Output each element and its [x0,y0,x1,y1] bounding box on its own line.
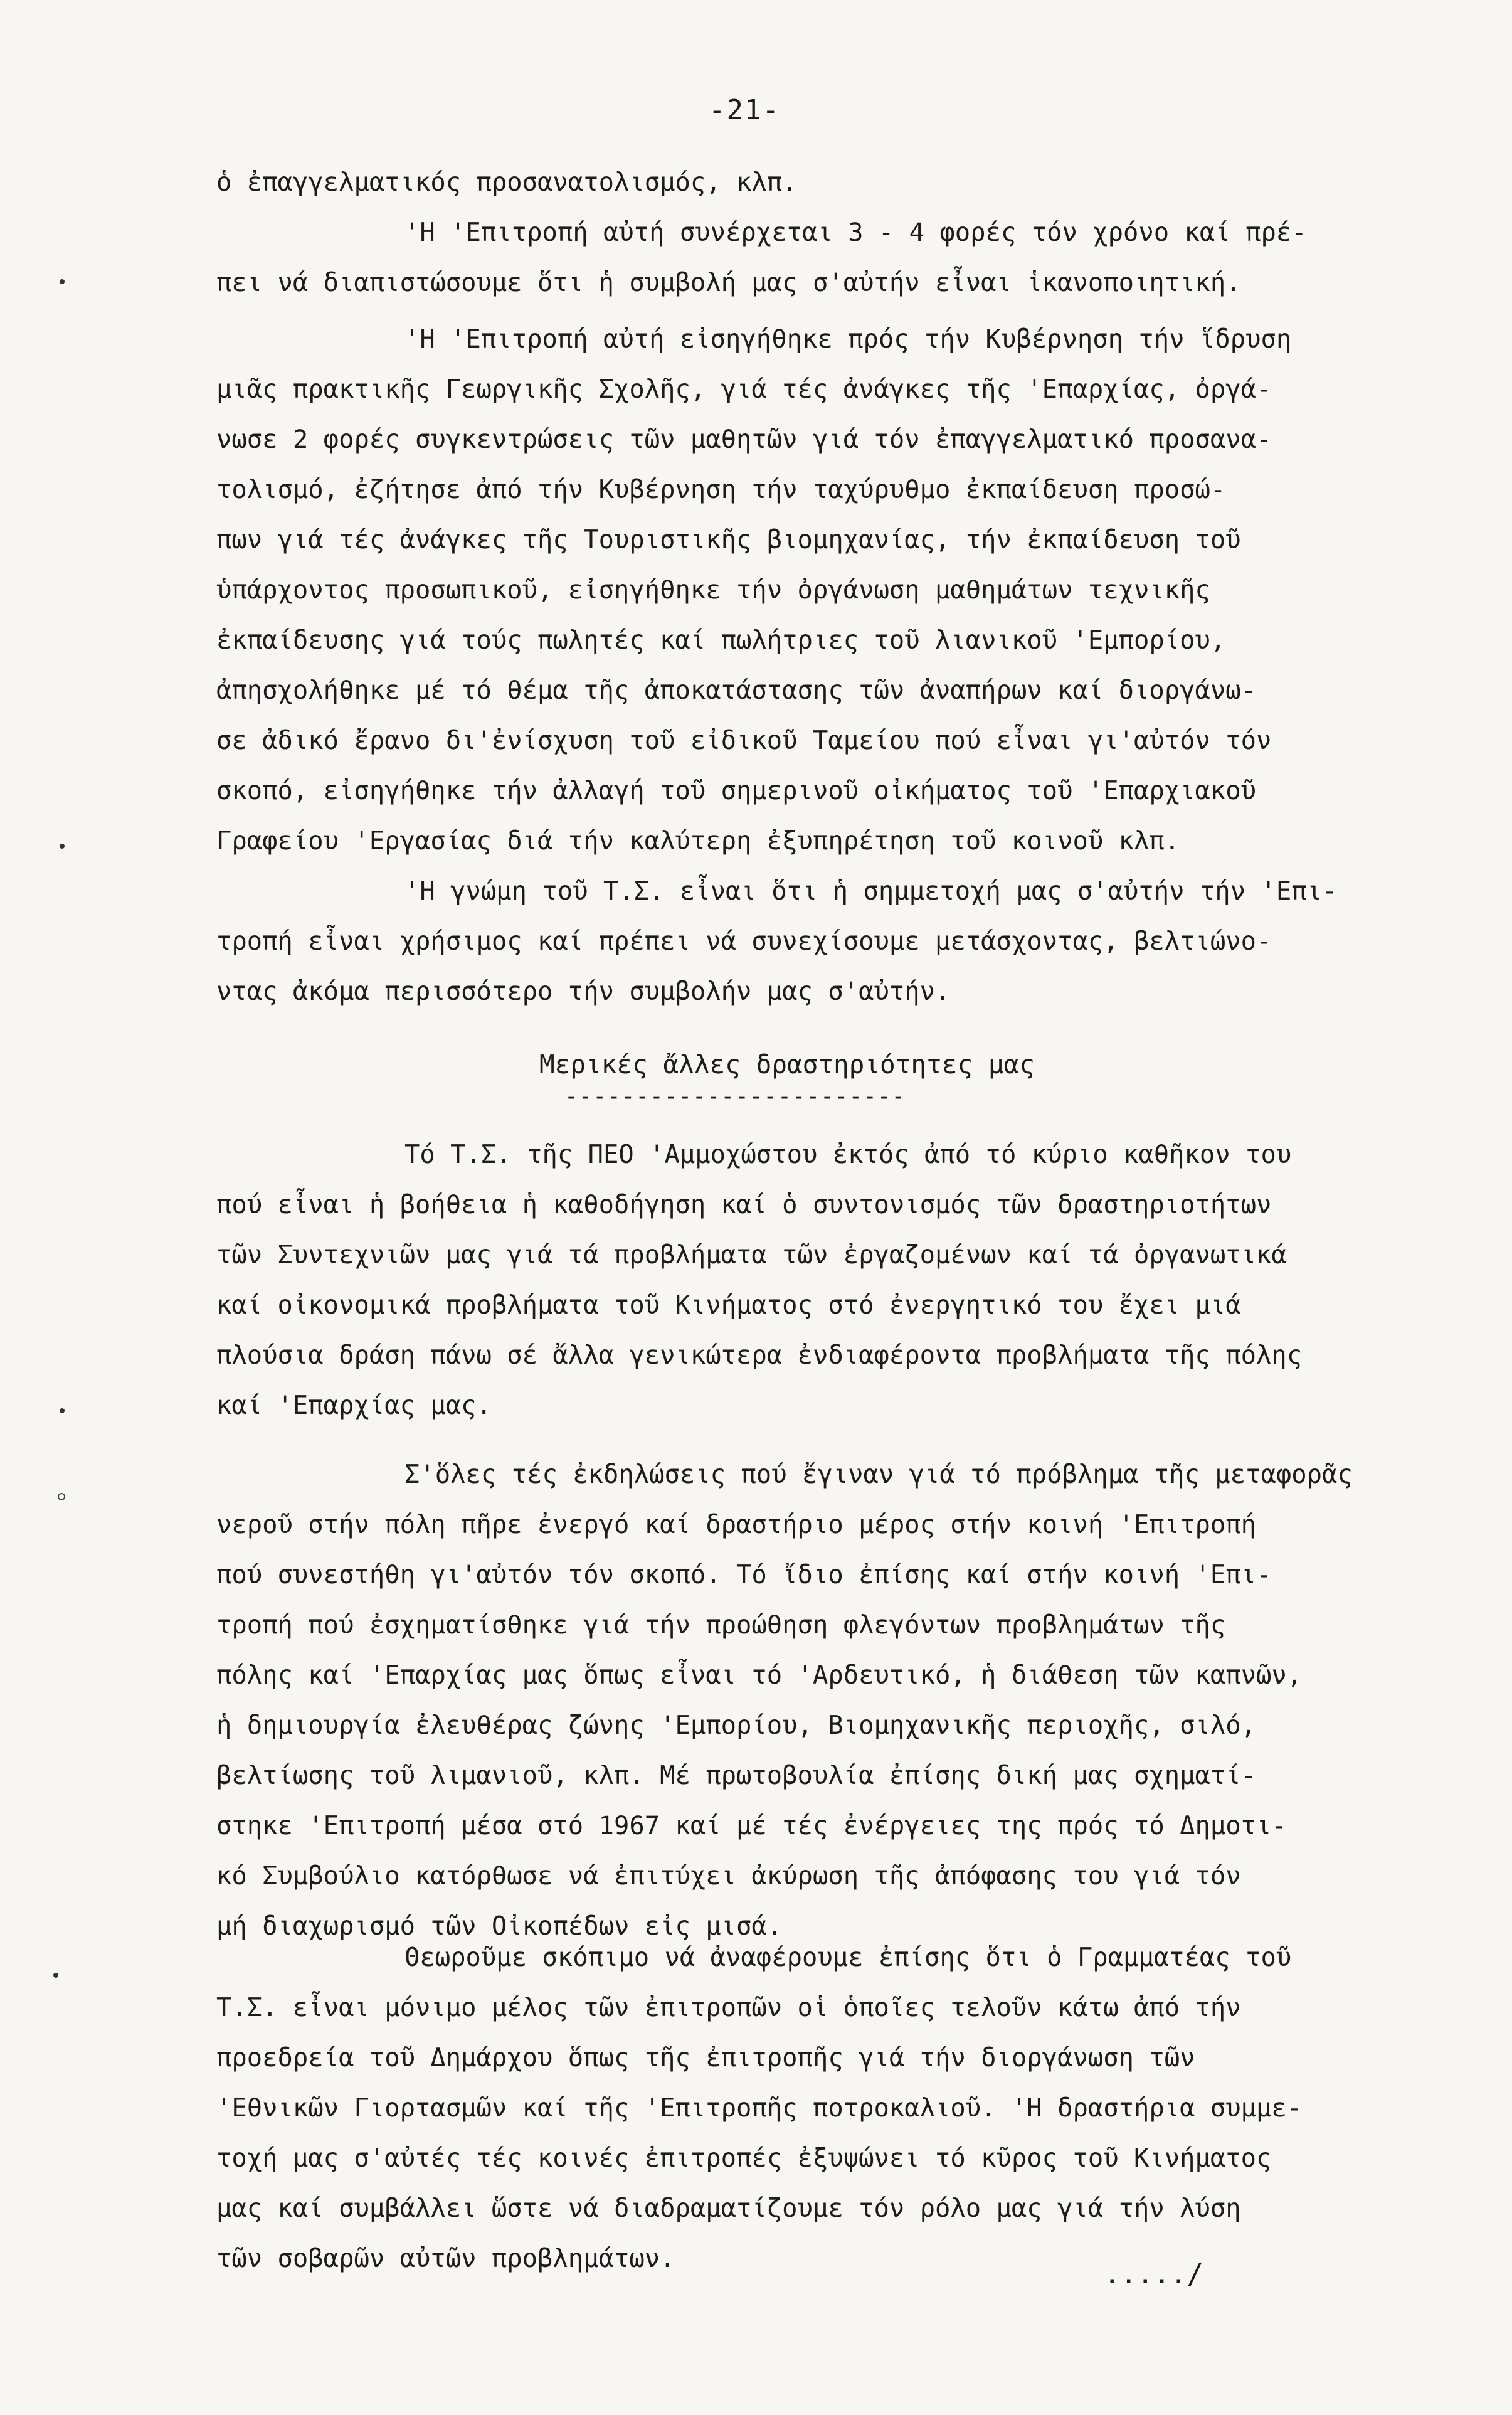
text-line: μας καί συμβάλλει ὥστε νά διαδραματίζουμε τόν ρόλο μας γιά τήν λύση [216,2193,1241,2223]
text-line: τροπή πού ἐσχηματίσθηκε γιά τήν προώθηση φλεγόντων προβλημάτων τῆς [216,1610,1226,1640]
text-line: τοχή μας σ'αὐτές τές κοινές ἐπιτροπές ἐξυψώνει τό κῦρος τοῦ Κινήματος [216,2143,1272,2173]
paragraph-vocational-committee [216,157,1446,307]
text-line: 'Η 'Επιτροπή αὐτή εἰσηγήθηκε πρός τήν Κυβέρνηση τήν ἵδρυση [404,324,1292,354]
text-line: νεροῦ στήν πόλη πῆρε ἐνεργό καί δραστήριο μέρος στήν κοινή 'Επιτροπή [216,1509,1257,1539]
margin-dot [53,1973,58,1978]
text-line: Γραφείου 'Εργασίας διά τήν καλύτερη ἐξυπηρέτηση τοῦ κοινοῦ κλπ. [216,825,1180,856]
text-line: 'Η 'Επιτροπή αὐτή συνέρχεται 3 - 4 φορές τόν χρόνο καί πρέ- [404,217,1307,247]
text-line: Τ.Σ. εἶναι μόνιμο μέλος τῶν ἐπιτροπῶν οἱ ὁποῖες τελοῦν κάτω ἀπό τήν [216,1992,1241,2022]
paragraph-water-committee [216,1449,1446,1951]
text-line: Σ'ὅλες τές ἐκδηλώσεις πού ἔγιναν γιά τό πρόβλημα τῆς μεταφορᾶς [404,1459,1353,1489]
text-line: σκοπό, εἰσηγήθηκε τήν ἀλλαγή τοῦ σημερινοῦ οἰκήματος τοῦ 'Επαρχιακοῦ [216,775,1257,805]
section-heading: Μερικές ἄλλες δραστηριότητες μας [539,1049,1035,1080]
text-line: ἐκπαίδευσης γιά τούς πωλητές καί πωλήτριες τοῦ λιανικοῦ 'Εμπορίου, [216,625,1226,655]
text-line: νωσε 2 φορές συγκεντρώσεις τῶν μαθητῶν γιά τόν ἐπαγγελματικό προσανα- [216,424,1272,454]
text-line: βελτίωσης τοῦ λιμανιοῦ, κλπ. Μέ πρωτοβουλία ἐπίσης δική μας σχηματί- [216,1760,1257,1790]
text-line: ἡ δημιουργία ἐλευθέρας ζώνης 'Εμπορίου, Βιομηχανικῆς περιοχῆς, σιλό, [216,1710,1257,1740]
text-line: καί οἰκονομικά προβλήματα τοῦ Κινήματος στό ἐνεργητικό του ἔχει μιά [216,1290,1241,1320]
text-line: μιᾶς πρακτικῆς Γεωργικῆς Σχολῆς, γιά τές ἀνάγκες τῆς 'Επαρχίας, ὀργά- [216,374,1272,404]
text-line: τῶν Συντεχνιῶν μας γιά τά προβλήματα τῶν ἐργαζομένων καί τά ὀργανωτικά [216,1239,1287,1270]
text-line: 'Η γνώμη τοῦ Τ.Σ. εἶναι ὅτι ἡ σημμετοχή μας σ'αὐτήν τήν 'Επι- [404,876,1338,906]
text-line: στηκε 'Επιτροπή μέσα στό 1967 καί μέ τές ἐνέργειες της πρός τό Δημοτι- [216,1810,1287,1840]
text-line: τολισμό, ἐζήτησε ἀπό τήν Κυβέρνηση τήν ταχύρυθμο ἐκπαίδευση προσώ- [216,474,1226,504]
margin-dot [60,844,65,849]
margin-dot [60,279,65,284]
text-line: ὑπάρχοντος προσωπικοῦ, εἰσηγήθηκε τήν ὀργάνωση μαθημάτων τεχνικῆς [216,575,1210,605]
text-line: ντας ἀκόμα περισσότερο τήν συμβολήν μας σ'αὐτήν. [216,976,951,1006]
text-line: ἀπησχολήθηκε μέ τό θέμα τῆς ἀποκατάστασης τῶν ἀναπήρων καί διοργάνω- [216,675,1257,705]
text-line: πού συνεστήθη γι'αὐτόν τόν σκοπό. Τό ἴδιο ἐπίσης καί στήν κοινή 'Επι- [216,1559,1272,1590]
text-line: Θεωροῦμε σκόπιμο νά ἀναφέρουμε ἐπίσης ὅτι ὁ Γραμματέας τοῦ [404,1942,1292,1972]
continuation-mark: ...../ [1104,2258,1203,2290]
text-line: πων γιά τές ἀνάγκες τῆς Τουριστικῆς βιομηχανίας, τήν ἐκπαίδευση τοῦ [216,524,1241,555]
text-line: τροπή εἶναι χρήσιμος καί πρέπει νά συνεχίσουμε μετάσχοντας, βελτιώνο- [216,926,1272,956]
heading-underline: ------------------------ [564,1084,906,1110]
text-line: πού εἶναι ἡ βοήθεια ἡ καθοδήγηση καί ὁ συντονισμός τῶν δραστηριοτήτων [216,1189,1272,1219]
text-line: Τό Τ.Σ. τῆς ΠΕΟ 'Αμμοχώστου ἐκτός ἀπό τό κύριο καθῆκον του [404,1139,1292,1169]
text-line: τῶν σοβαρῶν αὐτῶν προβλημάτων. [216,2243,675,2273]
page-number: -21- [709,94,780,126]
text-line: ὁ ἐπαγγελματικός προσανατολισμός, κλπ. [216,167,798,197]
text-line: πει νά διαπιστώσουμε ὅτι ἡ συμβολή μας σ'αὐτήν εἶναι ἱκανοποιητική. [216,267,1241,297]
text-line: μή διαχωρισμό τῶν Οἰκοπέδων εἰς μισά. [216,1911,783,1941]
text-line: καί 'Επαρχίας μας. [216,1390,492,1420]
text-line: 'Εθνικῶν Γιορτασμῶν καί τῆς 'Επιτροπῆς ποτροκαλιοῦ. 'Η δραστήρια συμμε- [216,2093,1303,2123]
text-line: πόλης καί 'Επαρχίας μας ὅπως εἶναι τό 'Αρδευτικό, ἡ διάθεση τῶν καπνῶν, [216,1660,1303,1690]
margin-dot [58,1493,65,1500]
paragraph-secretary-membership [216,1932,1446,2283]
text-line: κό Συμβούλιο κατόρθωσε νά ἐπιτύχει ἀκύρωση τῆς ἀπόφασης του γιά τόν [216,1860,1241,1891]
paragraph-committee-proposals [216,314,1446,866]
paragraph-ts-activities [216,1129,1446,1430]
text-line: σε ἀδικό ἔρανο δι'ἐνίσχυση τοῦ εἰδικοῦ Ταμείου πού εἶναι γι'αὐτόν τόν [216,725,1272,755]
text-line: προεδρεία τοῦ Δημάρχου ὅπως τῆς ἐπιτροπῆς γιά τήν διοργάνωση τῶν [216,2042,1195,2073]
text-line: πλούσια δράση πάνω σέ ἄλλα γενικώτερα ἐνδιαφέροντα προβλήματα τῆς πόλης [216,1340,1303,1370]
paragraph-ts-opinion [216,866,1446,1016]
margin-dot [60,1408,65,1413]
